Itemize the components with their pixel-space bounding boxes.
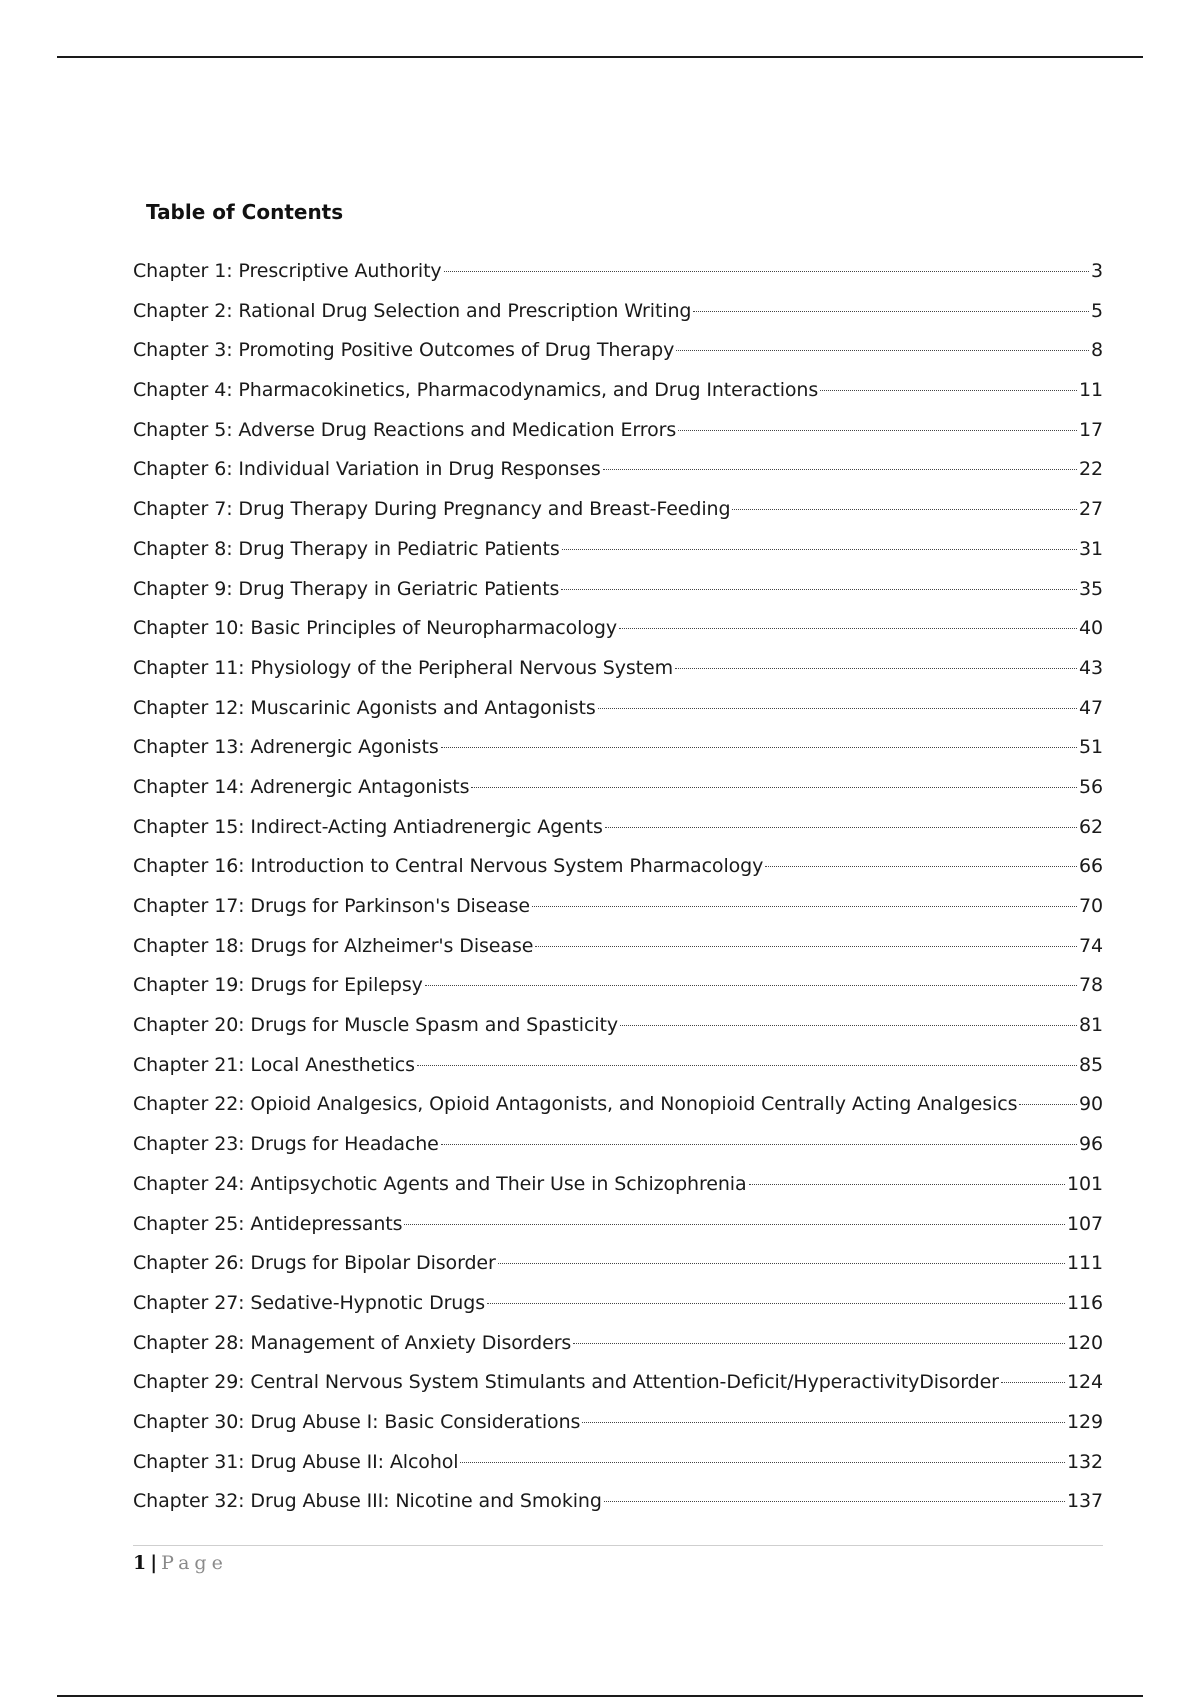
toc-entry-page: 66 [1079, 855, 1103, 878]
toc-entry-page: 116 [1067, 1291, 1103, 1314]
toc-entry-label: Chapter 19: Drugs for Epilepsy [133, 974, 423, 997]
toc-entry[interactable] [133, 933, 1103, 973]
toc-entry-page: 56 [1079, 775, 1103, 798]
toc-entry[interactable] [133, 1091, 1103, 1131]
toc-entry[interactable] [133, 695, 1103, 735]
toc-entry-label: Chapter 6: Individual Variation in Drug Responses [133, 458, 601, 481]
toc-dot-leader [676, 350, 1089, 351]
toc-entry-label: Chapter 26: Drugs for Bipolar Disorder [133, 1252, 496, 1275]
toc-entry[interactable] [133, 1250, 1103, 1290]
toc-entry-label: Chapter 16: Introduction to Central Nervous System Pharmacology [133, 855, 764, 878]
toc-entry[interactable] [133, 1369, 1103, 1409]
toc-entry[interactable] [133, 1290, 1103, 1330]
toc-dot-leader [532, 906, 1077, 907]
toc-entry-page: 120 [1067, 1331, 1103, 1354]
toc-entry[interactable] [133, 298, 1103, 338]
toc-dot-leader [732, 509, 1077, 510]
toc-dot-leader [404, 1224, 1065, 1225]
toc-entry-label: Chapter 12: Muscarinic Agonists and Antagonists [133, 696, 596, 719]
toc-entry[interactable] [133, 734, 1103, 774]
toc-dot-leader [1019, 1104, 1077, 1105]
toc-entry[interactable] [133, 853, 1103, 893]
page-footer [133, 1550, 228, 1576]
toc-entry-page: 5 [1091, 299, 1103, 322]
toc-entry-page: 74 [1079, 934, 1103, 957]
toc-entry-label: Chapter 23: Drugs for Headache [133, 1133, 439, 1156]
toc-entry[interactable] [133, 1211, 1103, 1251]
toc-entry-page: 22 [1079, 458, 1103, 481]
toc-entry[interactable] [133, 655, 1103, 695]
toc-dot-leader [1001, 1382, 1065, 1383]
toc-entry-page: 11 [1079, 379, 1103, 402]
toc-entry-page: 85 [1079, 1053, 1103, 1076]
toc-entry[interactable] [133, 576, 1103, 616]
toc-entry-label: Chapter 30: Drug Abuse I: Basic Considerations [133, 1410, 581, 1433]
toc-dot-leader [417, 1065, 1077, 1066]
toc-entry[interactable] [133, 1409, 1103, 1449]
toc-entry-page: 27 [1079, 498, 1103, 521]
footer-page-number: 1 [133, 1552, 147, 1574]
toc-list [133, 258, 1103, 1528]
toc-entry-label: Chapter 27: Sedative-Hypnotic Drugs [133, 1291, 486, 1314]
toc-dot-leader [535, 946, 1077, 947]
toc-entry-label: Chapter 5: Adverse Drug Reactions and Medication Errors [133, 418, 677, 441]
toc-dot-leader [561, 589, 1077, 590]
toc-entry-page: 35 [1079, 577, 1103, 600]
toc-dot-leader [487, 1303, 1065, 1304]
toc-entry[interactable] [133, 456, 1103, 496]
toc-entry-label: Chapter 18: Drugs for Alzheimer's Disease [133, 934, 534, 957]
toc-entry-page: 90 [1079, 1093, 1103, 1116]
toc-dot-leader [562, 549, 1077, 550]
toc-dot-leader [498, 1263, 1065, 1264]
toc-entry-label: Chapter 8: Drug Therapy in Pediatric Patients [133, 537, 560, 560]
toc-entry[interactable] [133, 893, 1103, 933]
toc-entry-page: 8 [1091, 339, 1103, 362]
toc-entry[interactable] [133, 972, 1103, 1012]
toc-entry-label: Chapter 15: Indirect-Acting Antiadrenergic Agents [133, 815, 603, 838]
toc-entry-page: 111 [1067, 1252, 1103, 1275]
toc-entry[interactable] [133, 337, 1103, 377]
toc-entry[interactable] [133, 1131, 1103, 1171]
toc-dot-leader [573, 1343, 1065, 1344]
toc-entry-label: Chapter 31: Drug Abuse II: Alcohol [133, 1450, 459, 1473]
toc-entry-label: Chapter 2: Rational Drug Selection and Prescription Writing [133, 299, 692, 322]
toc-dot-leader [749, 1184, 1066, 1185]
toc-entry-label: Chapter 25: Antidepressants [133, 1212, 403, 1235]
toc-dot-leader [603, 469, 1077, 470]
header-rule [57, 56, 1143, 58]
toc-entry[interactable] [133, 615, 1103, 655]
toc-entry-label: Chapter 4: Pharmacokinetics, Pharmacodynamics, and Drug Interactions [133, 379, 819, 402]
toc-entry[interactable] [133, 377, 1103, 417]
toc-entry-label: Chapter 14: Adrenergic Antagonists [133, 775, 470, 798]
toc-dot-leader [460, 1462, 1065, 1463]
toc-entry[interactable] [133, 496, 1103, 536]
toc-dot-leader [619, 628, 1077, 629]
toc-entry-page: 132 [1067, 1450, 1103, 1473]
toc-entry-label: Chapter 21: Local Anesthetics [133, 1053, 415, 1076]
footer-separator: | [150, 1552, 158, 1574]
toc-entry-label: Chapter 29: Central Nervous System Stimulants and Attention-Deficit/HyperactivityDisorder [133, 1371, 999, 1394]
toc-entry-label: Chapter 11: Physiology of the Peripheral Nervous System [133, 656, 674, 679]
toc-entry-page: 51 [1079, 736, 1103, 759]
toc-entry-label: Chapter 13: Adrenergic Agonists [133, 736, 439, 759]
toc-dot-leader [693, 311, 1089, 312]
toc-entry[interactable] [133, 1330, 1103, 1370]
toc-entry-label: Chapter 22: Opioid Analgesics, Opioid Antagonists, and Nonopioid Centrally Acting Analgesics [133, 1093, 1018, 1116]
toc-entry-page: 96 [1079, 1133, 1103, 1156]
toc-entry-label: Chapter 9: Drug Therapy in Geriatric Patients [133, 577, 560, 600]
toc-entry[interactable] [133, 1052, 1103, 1092]
toc-entry[interactable] [133, 774, 1103, 814]
toc-entry[interactable] [133, 1449, 1103, 1489]
toc-entry[interactable] [133, 814, 1103, 854]
bottom-rule [57, 1695, 1143, 1697]
toc-entry-page: 137 [1067, 1490, 1103, 1513]
toc-entry-page: 107 [1067, 1212, 1103, 1235]
toc-dot-leader [820, 390, 1077, 391]
toc-dot-leader [582, 1422, 1065, 1423]
toc-entry-page: 62 [1079, 815, 1103, 838]
toc-entry[interactable] [133, 1171, 1103, 1211]
toc-dot-leader [765, 866, 1077, 867]
toc-entry[interactable] [133, 417, 1103, 457]
toc-dot-leader [604, 1501, 1065, 1502]
toc-entry-page: 129 [1067, 1410, 1103, 1433]
toc-entry-label: Chapter 3: Promoting Positive Outcomes of Drug Therapy [133, 339, 675, 362]
toc-entry-page: 3 [1091, 260, 1103, 282]
toc-entry-page: 101 [1067, 1172, 1103, 1195]
toc-entry-page: 81 [1079, 1014, 1103, 1037]
toc-entry-label: Chapter 1: Prescriptive Authority [133, 260, 442, 282]
toc-entry-page: 47 [1079, 696, 1103, 719]
toc-entry-label: Chapter 28: Management of Anxiety Disorders [133, 1331, 572, 1354]
toc-entry[interactable] [133, 258, 1103, 298]
toc-dot-leader [620, 1025, 1077, 1026]
toc-entry-label: Chapter 17: Drugs for Parkinson's Disease [133, 895, 531, 917]
toc-entry-page: 43 [1079, 656, 1103, 679]
toc-entry-page: 124 [1067, 1371, 1103, 1394]
toc-title: Table of Contents [146, 200, 344, 224]
toc-entry-label: Chapter 10: Basic Principles of Neuropharmacology [133, 617, 617, 640]
footer-page-label: Page [161, 1552, 228, 1574]
toc-dot-leader [471, 787, 1077, 788]
toc-entry-page: 31 [1079, 537, 1103, 560]
toc-dot-leader [441, 747, 1077, 748]
toc-entry[interactable] [133, 536, 1103, 576]
footer-rule [133, 1545, 1103, 1546]
toc-dot-leader [441, 1144, 1077, 1145]
toc-entry-page: 78 [1079, 974, 1103, 997]
toc-entry-label: Chapter 20: Drugs for Muscle Spasm and Spasticity [133, 1014, 618, 1037]
toc-entry-label: Chapter 7: Drug Therapy During Pregnancy and Breast-Feeding [133, 498, 731, 521]
toc-entry-page: 40 [1079, 617, 1103, 640]
toc-entry[interactable] [133, 1012, 1103, 1052]
toc-dot-leader [675, 668, 1077, 669]
toc-entry[interactable] [133, 1488, 1103, 1528]
toc-dot-leader [598, 708, 1077, 709]
toc-entry-label: Chapter 24: Antipsychotic Agents and Their Use in Schizophrenia [133, 1172, 747, 1195]
toc-dot-leader [425, 985, 1077, 986]
toc-dot-leader [678, 430, 1077, 431]
toc-dot-leader [605, 827, 1077, 828]
toc-entry-label: Chapter 32: Drug Abuse III: Nicotine and Smoking [133, 1490, 602, 1513]
toc-entry-page: 70 [1079, 895, 1103, 917]
toc-entry-page: 17 [1079, 418, 1103, 441]
toc-dot-leader [444, 271, 1089, 272]
